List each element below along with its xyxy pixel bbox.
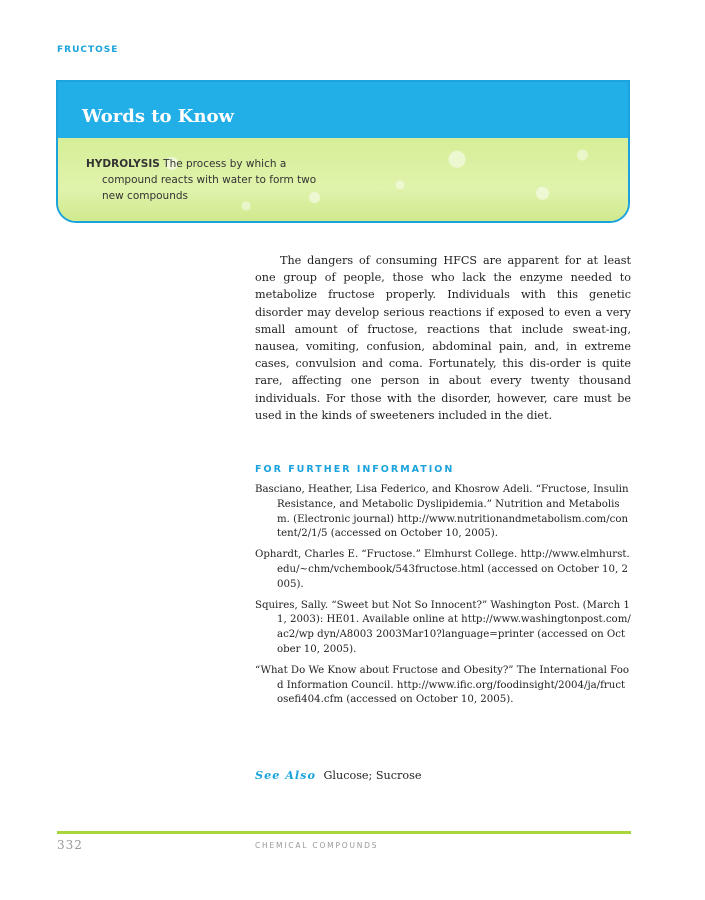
see-also-items[interactable]: Glucose; Sucrose [323, 769, 422, 782]
reference-citation: Ophardt, Charles E. “Fructose.” Elmhurst College. [255, 549, 518, 561]
further-information-heading: FOR FURTHER INFORMATION [255, 464, 455, 475]
page-number: 332 [57, 838, 83, 852]
reference-citation: Basciano, Heather, Lisa Federico, and Khosrow Adeli. “Fructose, Insulin Resistance, and Metabolic Dyslipidemia.” Nutrition and Metabolism. (Electronic journal) [255, 484, 629, 525]
words-to-know-body [58, 138, 628, 223]
reference-url[interactable]: http://www.nutritionandmetabolism.com/content/2/1/5 (accessed on October 10, 2005). [277, 513, 629, 540]
reference-item [255, 664, 631, 708]
reference-url[interactable]: http://www.elmhurst.edu/~chm/vchembook/543fructose.html (accessed on October 10, 2005). [277, 549, 630, 590]
reference-url[interactable]: http://www.washingtonpost.com/ac2/wp dyn/A8003 2003Mar10?language=printer (accessed on October 10, 2005). [277, 614, 631, 655]
reference-item [255, 483, 631, 542]
book-title: CHEMICAL COMPOUNDS [255, 841, 379, 850]
reference-citation: “What Do We Know about Fructose and Obesity?” The International Food Information Council. [255, 664, 629, 691]
footer-rule [57, 831, 631, 834]
see-also-label: See Also [255, 768, 316, 782]
glossary-term: HYDROLYSIS [86, 158, 160, 170]
glossary-definition: The process by which a compound reacts with water to form two new compounds [102, 158, 317, 202]
reference-item [255, 548, 631, 592]
glossary-entry [86, 156, 332, 204]
body-paragraph: The dangers of consuming HFCS are apparent for at least one group of people, those who lack the enzyme needed to metabolize fructose properly. Individuals with this genetic disorder may develop serious reactions if exposed to even a very small amount of fructose, reactions that include sweat-ing, nausea, vomiting, confusion, abdominal pain, and, in extreme cases, convulsion and coma. Fortunately, this dis-order is quite rare, affecting one person in about every twenty thousand individuals. For those with the disorder, however, care must be used in the kinds of sweeteners included in the diet. [255, 254, 631, 422]
reference-list [255, 483, 631, 714]
reference-citation: Squires, Sally. “Sweet but Not So Innocent?” Washington Post. (March 11, 2003): HE01. Available online at [255, 599, 630, 626]
words-to-know-box [56, 80, 630, 223]
reference-item [255, 599, 631, 658]
running-head: FRUCTOSE [57, 45, 119, 55]
reference-url[interactable]: http://www.ific.org/foodinsight/2004/ja/fructosefi404.cfm (accessed on October 10, 2005). [277, 679, 626, 706]
words-to-know-title: Words to Know [58, 82, 628, 138]
see-also [255, 768, 421, 782]
